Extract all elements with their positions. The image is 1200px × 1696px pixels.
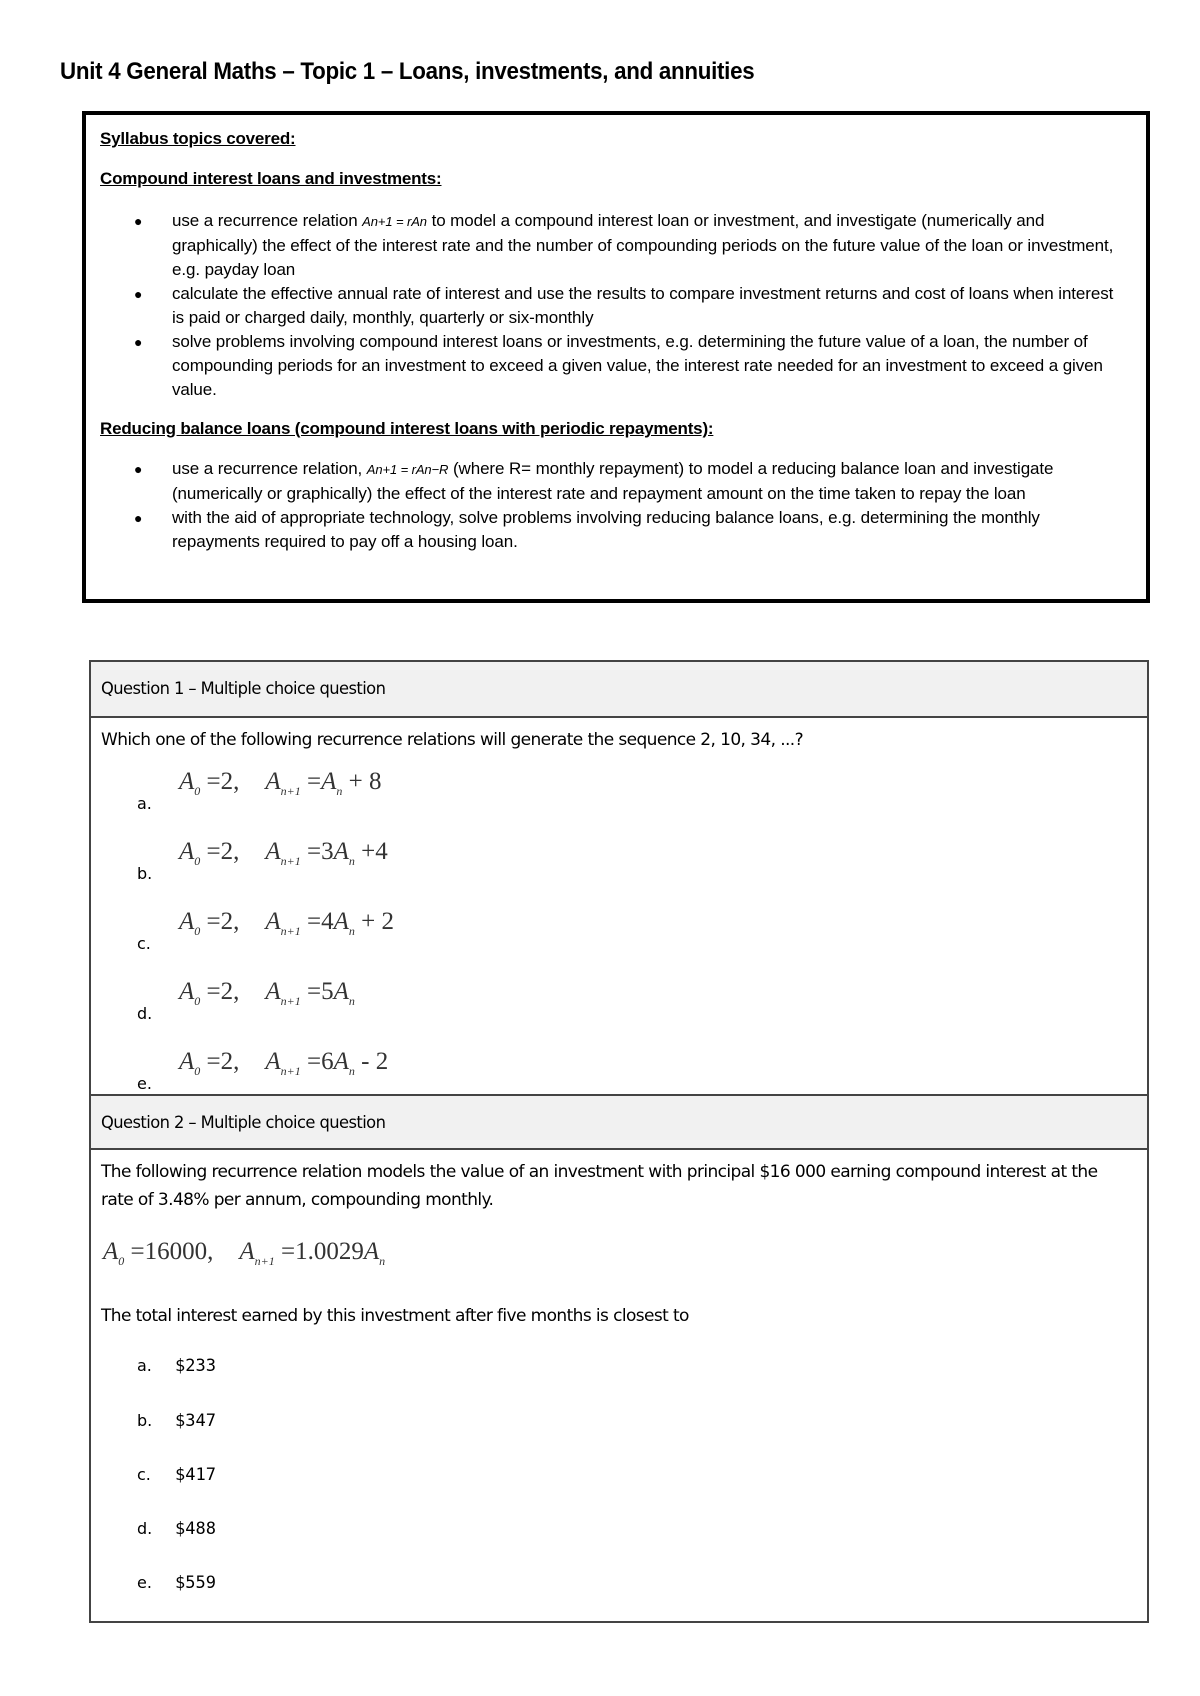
section-heading-compound: Compound interest loans and investments:: [100, 169, 442, 188]
bullet-icon: ●: [134, 510, 143, 526]
question-2-prompt: The following recurrence relation models the value of an investment with principal $16 000 earning compound interest at the rate of 3.48% per annum, compounding monthly.: [101, 1162, 1098, 1210]
bullet-icon: ●: [134, 334, 143, 350]
list-item: ● solve problems involving compound interest loans or investments, e.g. determining the future value of a loan, the number of compounding periods for an investment to exceed a given value, the interest rate needed for an investment to exceed a given value.: [134, 332, 1103, 399]
bullet-icon: ●: [134, 461, 143, 477]
page-title: Unit 4 General Maths – Topic 1 – Loans, investments, and annuities: [60, 58, 755, 85]
formula: An+1 = rAn: [362, 214, 427, 229]
question-1-prompt: Which one of the following recurrence relations will generate the sequence 2, 10, 34, ...?: [101, 730, 804, 750]
list-item: ● with the aid of appropriate technology, solve problems involving reducing balance loans, e.g. determining the monthly repayments required to pay off a housing loan.: [134, 508, 1040, 551]
question-1-header: Question 1 – Multiple choice question: [91, 662, 1147, 718]
list-item: ● use a recurrence relation An+1 = rAn to model a compound interest loan or investment, and investigate (numerically and graphically) the effect of the interest rate and the number of compounding periods on the future value of the loan or investment, e.g. payday loan: [134, 211, 1114, 279]
formula: An+1 = rAn−R: [366, 462, 449, 477]
list-item: ● use a recurrence relation, An+1 = rAn−R (where R= monthly repayment) to model a reducing balance loan and investigate (numerically or graphically) the effect of the interest rate and repayment amount on the time taken to repay the loan: [134, 459, 1054, 503]
question-2-followup: The total interest earned by this investment after five months is closest to: [101, 1306, 689, 1326]
reducing-topic-list: [86, 457, 1128, 554]
syllabus-box: [82, 111, 1150, 603]
bullet-icon: ●: [134, 286, 143, 302]
syllabus-heading: Syllabus topics covered:: [100, 129, 296, 148]
question-2-relation: $A_0 =16000$, $A_{n+1} =1.0029A_n$: [103, 1238, 386, 1268]
question-2-header: Question 2 – Multiple choice question: [91, 1094, 1147, 1150]
bullet-icon: ●: [134, 213, 143, 229]
section-heading-reducing: Reducing balance loans (compound interest loans with periodic repayments):: [100, 419, 714, 438]
questions-table: Question 1 – Multiple choice question Which one of the following recurrence relations will generate the sequence 2, 10, 34, ...? a. $A_0 =2$, $A_{n+1} =A_n + 8$ b. $A_0 =2$, $A_{n+1} =3A_n +4$ c. $A_0 =2$, $A_{n+1} =4A_n + 2$ d. $A_0 =2$, $A_{n+1} =5A_n$ e. $A_0 =2$, $A_{n+1} =6A_n - 2$ Question 2 – Multiple choice question The following recurrence relation models the value of an investment with principal $16 000 earning compound interest at the rate of 3.48% per annum, compounding monthly. $A_0 =16000$, $A_{n+1} =1.0029A_n$ The total interest earned by this investment after five months is closest to a. $233 b. $347 c. $417 d. $488 e. $559: [89, 660, 1149, 1623]
list-item: ● calculate the effective annual rate of interest and use the results to compare investment returns and cost of loans when interest is paid or charged daily, monthly, quarterly or six-monthly: [134, 284, 1114, 327]
compound-topic-list: [86, 209, 1128, 402]
